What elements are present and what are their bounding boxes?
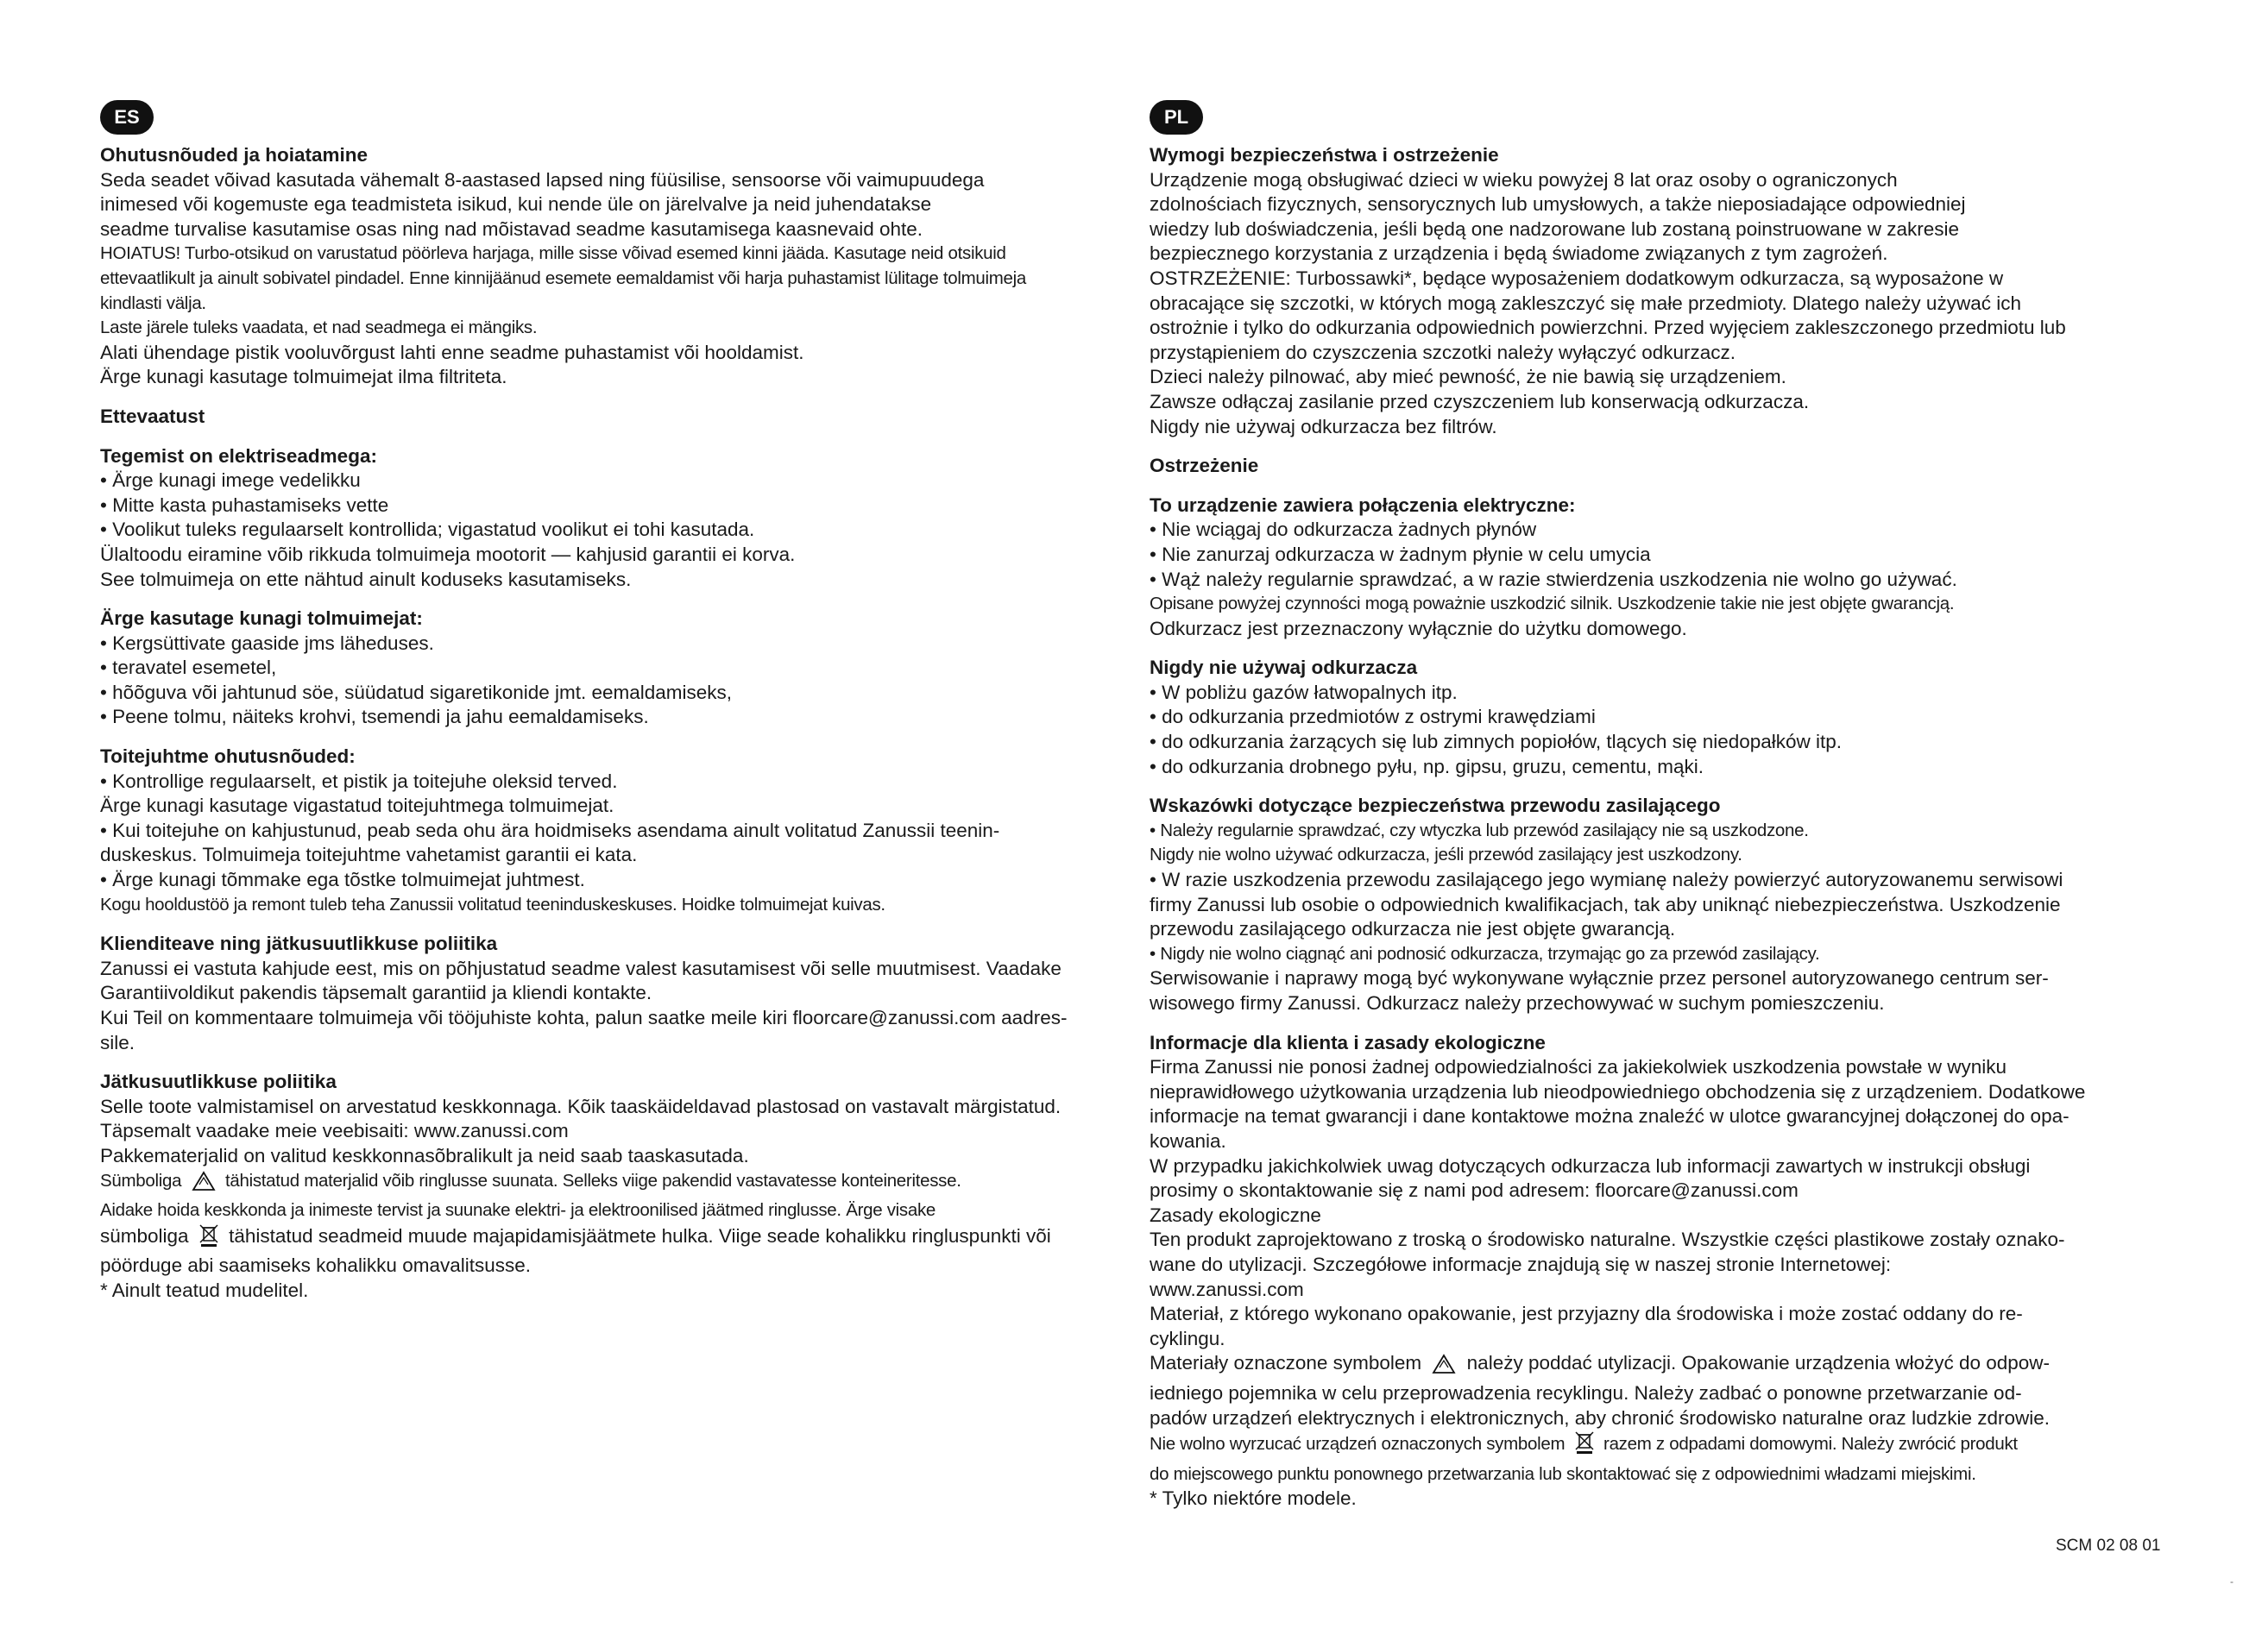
list-item: • Kergsüttivate gaaside jms läheduses.: [100, 632, 434, 654]
text-line: Ärge kunagi kasutage tolmuimejat ilma filtriteta.: [100, 366, 507, 388]
heading-customer-info: Informacje dla klienta i zasady ekologiczne: [1150, 1031, 1546, 1053]
text-line: zdolnościach fizycznych, sensorycznych lub umysłowych, a także nieposiadające odpowiedniej: [1150, 193, 1966, 216]
text-line: iedniego pojemnika w celu przeprowadzenia recyklingu. Należy zadbać o ponowne przetwarzanie od-: [1150, 1381, 2022, 1404]
heading-customer-info: Klienditeave ning jätkusuutlikkuse poliitika: [100, 933, 498, 955]
text-line: [1150, 1351, 2202, 1381]
text-line: Seda seadet võivad kasutada vähemalt 8-aastased lapsed ning füüsilise, sensoorse või vaimupuudega: [100, 168, 985, 191]
text-line: przewodu zasilającego odkurzacza nie jest objęte gwarancją.: [1150, 918, 1676, 940]
text-line: kindlasti välja.: [100, 292, 206, 313]
text-line: Pakkematerjalid on valitud keskkonnasõbralikult ja neid saab taaskasutada.: [100, 1144, 749, 1166]
text-line: pöörduge abi saamiseks kohalikku omavalitsusse.: [100, 1254, 532, 1277]
crossed-bin-icon: [1575, 1430, 1594, 1462]
list-item: • Kui toitejuhe on kahjustunud, peab seda ohu ära hoidmiseks asendama ainult volitatud Zanussii teenin-: [100, 819, 1000, 841]
text-line: Kogu hooldustöö ja remont tuleb teha Zanussii volitatud teeninduskeskuses. Hoidke tolmuimejat kuivas.: [100, 894, 885, 915]
list-item: • Ärge kunagi tõmmake ega tõstke tolmuimejat juhtmest.: [100, 869, 585, 891]
text-line: Ärge kunagi kasutage vigastatud toitejuhtmega tolmuimejat.: [100, 795, 614, 817]
recycle-icon: [192, 1171, 216, 1199]
text-line: Garantiivoldikut pakendis täpsemalt garantiid ja kliendi kontakte.: [100, 982, 652, 1004]
list-item: • do odkurzania przedmiotów z ostrymi krawędziami: [1150, 706, 1596, 728]
list-item: • Kontrollige regulaarselt, et pistik ja toitejuhe oleksid terved.: [100, 770, 618, 792]
text-line: [1150, 1430, 2202, 1462]
text-fragment: Materiały oznaczone symbolem: [1150, 1352, 1422, 1374]
heading-electrical: Tegemist on elektriseadmega:: [100, 444, 377, 467]
column-polish: [1150, 100, 2202, 1512]
text-fragment: Nie wolno wyrzucać urządzeń oznaczonych symbolem: [1150, 1434, 1566, 1455]
text-line: firmy Zanussi lub osobie o odpowiednich kwalifikacjach, tak aby uniknąć niebezpieczeństwa. Uszkodzenie: [1150, 893, 2061, 915]
recycle-icon: [1432, 1354, 1456, 1381]
text-fragment: tähistatud seadmeid muude majapidamisjäätmete hulka. Viige seade kohalikku ringluspunkti või: [229, 1224, 1051, 1247]
text-line: Odkurzacz jest przeznaczony wyłącznie do użytku domowego.: [1150, 617, 1687, 639]
text-line: [100, 1169, 1144, 1199]
text-line: seadme turvalise kasutamise osas ning nad mõistavad seadme kasutamisega kaasnevaid ohte.: [100, 217, 923, 240]
text-fragment: tähistatud materjalid võib ringlusse suunata. Selleks viige pakendid vastavatesse konteineritesse.: [224, 1170, 961, 1191]
language-badge-pl: PL: [1150, 100, 1203, 135]
corner-mark: -: [2230, 1575, 2233, 1588]
text-fragment: należy poddać utylizacji. Opakowanie urządzenia włożyć do odpow-: [1466, 1352, 2051, 1374]
text-line: prosimy o skontaktowanie się z nami pod adresem: floorcare@zanussi.com: [1150, 1179, 1799, 1202]
text-line: bezpiecznego korzystania z urządzenia i będą świadome związanych z tym zagrożeń.: [1150, 242, 1888, 265]
list-item: • Mitte kasta puhastamiseks vette: [100, 494, 389, 516]
text-line: nieprawidłowego użytkowania urządzenia lub nieodpowiedniego obchodzenia się z urządzeniem. Dodatkowe: [1150, 1080, 2086, 1103]
text-line: www.zanussi.com: [1150, 1278, 1304, 1300]
text-fragment: Sümboliga: [100, 1170, 182, 1191]
text-line: Zawsze odłączaj zasilanie przed czyszczeniem lub konserwacją odkurzacza.: [1150, 390, 1810, 412]
text-line: Täpsemalt vaadake meie veebisaiti: www.zanussi.com: [100, 1120, 569, 1142]
text-line: ostrożnie i tylko do odkurzania odpowiednich powierzchni. Przed wyjęciem zakleszczonego przedmiotu lub: [1150, 317, 2066, 339]
text-line: Opisane powyżej czynności mogą poważnie uszkodzić silnik. Uszkodzenie takie nie jest objęte gwarancją.: [1150, 594, 1955, 614]
text-line: See tolmuimeja on ette nähtud ainult koduseks kasutamiseks.: [100, 568, 632, 590]
document-reference-code: SCM 02 08 01: [2056, 1537, 2161, 1555]
heading-caution: Ostrzeżenie: [1150, 455, 1259, 477]
heading-electrical: To urządzenie zawiera połączenia elektryczne:: [1150, 494, 1576, 516]
text-line: Ülaltoodu eiramine võib rikkuda tolmuimeja mootorit — kahjusid garantii ei korva.: [100, 543, 796, 565]
text-line: do miejscowego punktu ponownego przetwarzania lub skontaktować się z odpowiednimi władzami miejskimi.: [1150, 1463, 1976, 1484]
text-line: Nigdy nie wolno używać odkurzacza, jeśli przewód zasilający jest uszkodzony.: [1150, 845, 1742, 865]
list-item: • do odkurzania żarzących się lub zimnych popiołów, tlących się niedopałków itp.: [1150, 731, 1843, 753]
text-line: ettevaatlikult ja ainult sobivatel pindadel. Enne kinnijäänud esemete eemaldamist või harja puhastamist lülitage tolmuimeja: [100, 267, 1027, 288]
text-line: inimesed või kogemuste ega teadmisteta isikud, kui nende üle on järelvalve ja neid juhendatakse: [100, 193, 932, 216]
list-item: • Nie zanurzaj odkurzacza w żadnym płynie w celu umycia: [1150, 543, 1651, 565]
heading-sustainability: Jätkusuutlikkuse poliitika: [100, 1071, 337, 1093]
text-line: kowania.: [1150, 1129, 1226, 1152]
text-line: Aidake hoida keskkonda ja inimeste tervist ja suunake elektri- ja elektroonilised jäätmed ringlusse. Ärge visake: [100, 1200, 936, 1221]
heading-safety: Ohutusnõuded ja hoiatamine: [100, 144, 369, 166]
list-item: • Nigdy nie wolno ciągnąć ani podnosić odkurzacza, trzymając go za przewód zasilający.: [1150, 943, 1820, 964]
footnote: * Ainult teatud mudelitel.: [100, 1279, 309, 1301]
list-item: • Peene tolmu, näiteks krohvi, tsemendi ja jahu eemaldamiseks.: [100, 706, 649, 728]
text-line: Kui Teil on kommentaare tolmuimeja või tööjuhiste kohta, palun saatke meile kiri floorcare@zanussi.com aadres-: [100, 1007, 1068, 1028]
list-item: • W razie uszkodzenia przewodu zasilającego jego wymianę należy powierzyć autoryzowanemu serwisowi: [1150, 869, 2063, 891]
heading-caution: Ettevaatust: [100, 405, 205, 427]
text-line: Selle toote valmistamisel on arvestatud keskkonnaga. Kõik taaskäideldavad plastosad on vastavalt märgistatud.: [100, 1095, 1062, 1117]
text-line: wisowego firmy Zanussi. Odkurzacz należy przechowywać w suchym pomieszczeniu.: [1150, 992, 1885, 1014]
list-item: • do odkurzania drobnego pyłu, np. gipsu, gruzu, cementu, mąki.: [1150, 755, 1704, 777]
text-line: informacje na temat gwarancji i dane kontaktowe można znaleźć w ulotce gwarancyjnej dołączonej do opa-: [1150, 1105, 2070, 1128]
text-line: wiedzy lub doświadczenia, jeśli będą one nadzorowane lub zostaną poinstruowane w zakresie: [1150, 217, 1960, 240]
crossed-bin-icon: [199, 1223, 218, 1254]
text-line: Firma Zanussi nie ponosi żadnej odpowiedzialności za jakiekolwiek uszkodzenia powstałe w wyniku: [1150, 1056, 2007, 1078]
text-line: sile.: [100, 1031, 135, 1053]
text-line: OSTRZEŻENIE: Turbossawki*, będące wyposażeniem dodatkowym odkurzacza, są wyposażone w: [1150, 267, 2004, 289]
footnote: * Tylko niektóre modele.: [1150, 1487, 1357, 1510]
text-line: W przypadku jakichkolwiek uwag dotyczących odkurzacza lub informacji zawartych w instrukcji obsługi: [1150, 1154, 2031, 1177]
list-item: • Wąż należy regularnie sprawdzać, a w razie stwierdzenia uszkodzenia nie wolno go używać.: [1150, 568, 1957, 590]
text-line: Materiał, z którego wykonano opakowanie, jest przyjazny dla środowiska i może zostać oddany do re-: [1150, 1303, 2023, 1325]
text-line: obracające się szczotki, w których mogą zakleszczyć się małe przedmioty. Dlatego należy używać ich: [1150, 292, 2021, 314]
text-line: Alati ühendage pistik vooluvõrgust lahti enne seadme puhastamist või hooldamist.: [100, 341, 804, 363]
text-line: Serwisowanie i naprawy mogą być wykonywane wyłącznie przez personel autoryzowanego centrum ser-: [1150, 967, 2049, 990]
text-fragment: razem z odpadami domowymi. Należy zwrócić produkt: [1603, 1434, 2018, 1455]
heading-never-use: Ärge kasutage kunagi tolmuimejat:: [100, 607, 423, 630]
text-line: duskeskus. Tolmuimeja toitejuhtme vahetamist garantii ei kata.: [100, 844, 638, 866]
text-line: Dzieci należy pilnować, aby mieć pewność, że nie bawią się urządzeniem.: [1150, 366, 1786, 388]
list-item: • Voolikut tuleks regulaarselt kontrollida; vigastatud voolikut ei tohi kasutada.: [100, 519, 755, 541]
text-line: Ten produkt zaprojektowano z troską o środowisko naturalne. Wszystkie części plastikowe zostały oznako-: [1150, 1229, 2065, 1251]
list-item: • Ärge kunagi imege vedelikku: [100, 469, 361, 492]
text-line: wane do utylizacji. Szczegółowe informacje znajdują się w naszej stronie Internetowej:: [1150, 1253, 1892, 1275]
heading-power-cord: Wskazówki dotyczące bezpieczeństwa przewodu zasilającego: [1150, 795, 1721, 817]
heading-safety: Wymogi bezpieczeństwa i ostrzeżenie: [1150, 144, 1499, 166]
text-line: Urządzenie mogą obsługiwać dzieci w wieku powyżej 8 lat oraz osoby o ograniczonych: [1150, 168, 1898, 191]
column-estonian: [100, 100, 1144, 1304]
list-item: • hõõguva või jahtunud söe, süüdatud sigaretikonide jmt. eemaldamiseks,: [100, 681, 733, 703]
text-line: Nigdy nie używaj odkurzacza bez filtrów.: [1150, 415, 1497, 437]
heading-power-cord: Toitejuhtme ohutusnõuded:: [100, 745, 356, 768]
list-item: • Nie wciągaj do odkurzacza żadnych płynów: [1150, 519, 1537, 541]
text-line: Laste järele tuleks vaadata, et nad seadmega ei mängiks.: [100, 318, 538, 338]
text-line: Zanussi ei vastuta kahjude eest, mis on põhjustatud seadme valest kasutamisest või selle muutmisest. Vaadake: [100, 957, 1062, 979]
list-item: • Należy regularnie sprawdzać, czy wtyczka lub przewód zasilający nie są uszkodzone.: [1150, 820, 1809, 840]
text-line: padów urządzeń elektrycznych i elektronicznych, aby chronić środowisko naturalne oraz ludzkie zdrowie.: [1150, 1406, 2051, 1429]
language-badge-es: ES: [100, 100, 154, 135]
text-line: przystąpieniem do czyszczenia szczotki należy wyłączyć odkurzacz.: [1150, 341, 1736, 363]
list-item: • teravatel esemetel,: [100, 657, 277, 679]
text-line: [100, 1223, 1144, 1254]
subheading: Zasady ekologiczne: [1150, 1204, 1321, 1226]
text-fragment: sümboliga: [100, 1224, 189, 1247]
heading-never-use: Nigdy nie używaj odkurzacza: [1150, 657, 1418, 679]
text-line: cyklingu.: [1150, 1327, 1225, 1349]
text-line: HOIATUS! Turbo-otsikud on varustatud pöörleva harjaga, mille sisse võivad esemed kinni jääda. Kasutage neid otsikuid: [100, 243, 1006, 264]
list-item: • W pobliżu gazów łatwopalnych itp.: [1150, 681, 1458, 703]
